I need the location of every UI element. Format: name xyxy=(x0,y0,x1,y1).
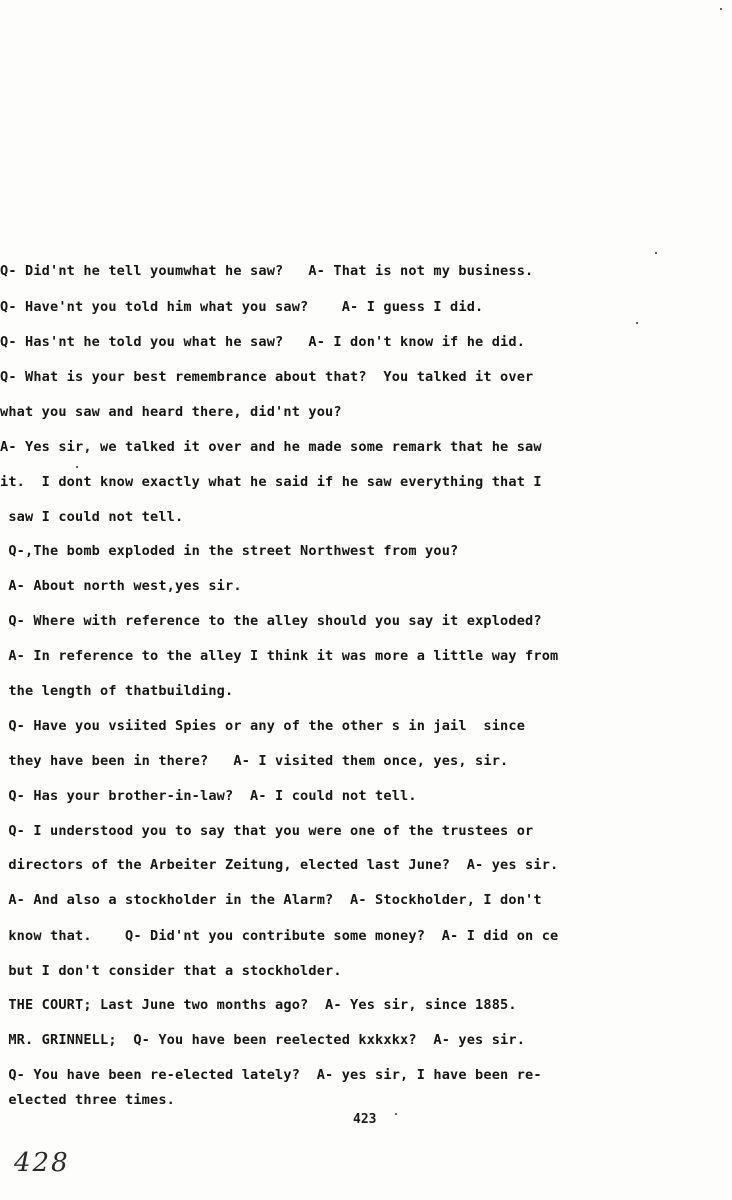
text-line: what you saw and heard there, did'nt you? xyxy=(0,404,342,420)
scan-speck xyxy=(655,252,657,254)
text-line: A- Yes sir, we talked it over and he made some remark that he saw xyxy=(0,439,542,455)
text-line: Q- Where with reference to the alley should you say it exploded? xyxy=(0,613,542,629)
text-line: Q- Have'nt you told him what you saw? A- I guess I did. xyxy=(0,299,484,315)
scan-speck xyxy=(720,8,722,10)
text-line: Q- Has'nt he told you what he saw? A- I don't know if he did. xyxy=(0,334,526,350)
text-line: A- And also a stockholder in the Alarm? A- Stockholder, I don't xyxy=(0,892,542,908)
text-line: Q-,The bomb exploded in the street Northwest from you? xyxy=(0,543,459,559)
page-number: 423 xyxy=(353,1112,377,1127)
text-line: Q- What is your best remembrance about that? You talked it over xyxy=(0,369,534,385)
text-line: MR. GRINNELL; Q- You have been reelected kxkxkx? A- yes sir. xyxy=(0,1032,526,1048)
scan-speck xyxy=(636,322,638,324)
text-line: they have been in there? A- I visited them once, yes, sir. xyxy=(0,753,509,769)
text-line: it. I dont know exactly what he said if he saw everything that I xyxy=(0,474,542,490)
text-line: Q- Have you vsiited Spies or any of the other s in jail since xyxy=(0,718,526,734)
scan-speck xyxy=(395,1113,397,1115)
text-line: know that. Q- Did'nt you contribute some money? A- I did on ce xyxy=(0,928,559,944)
text-line: the length of thatbuilding. xyxy=(0,683,234,699)
text-line: directors of the Arbeiter Zeitung, elected last June? A- yes sir. xyxy=(0,857,559,873)
text-line: A- About north west,yes sir. xyxy=(0,578,242,594)
text-line: but I don't consider that a stockholder. xyxy=(0,963,342,979)
text-line: Q- You have been re-elected lately? A- yes sir, I have been re- xyxy=(0,1067,542,1083)
handwritten-page-number: 428 xyxy=(14,1148,70,1178)
text-line: saw I could not tell. xyxy=(0,509,184,525)
text-line: A- In reference to the alley I think it was more a little way from xyxy=(0,648,559,664)
text-line: THE COURT; Last June two months ago? A- Yes sir, since 1885. xyxy=(0,997,517,1013)
text-line: Q- Did'nt he tell youmwhat he saw? A- That is not my business. xyxy=(0,263,534,279)
text-line: elected three times. xyxy=(0,1092,176,1108)
text-line: Q- I understood you to say that you were one of the trustees or xyxy=(0,823,534,839)
text-line: Q- Has your brother-in-law? A- I could not tell. xyxy=(0,788,417,804)
scan-speck xyxy=(76,466,78,468)
